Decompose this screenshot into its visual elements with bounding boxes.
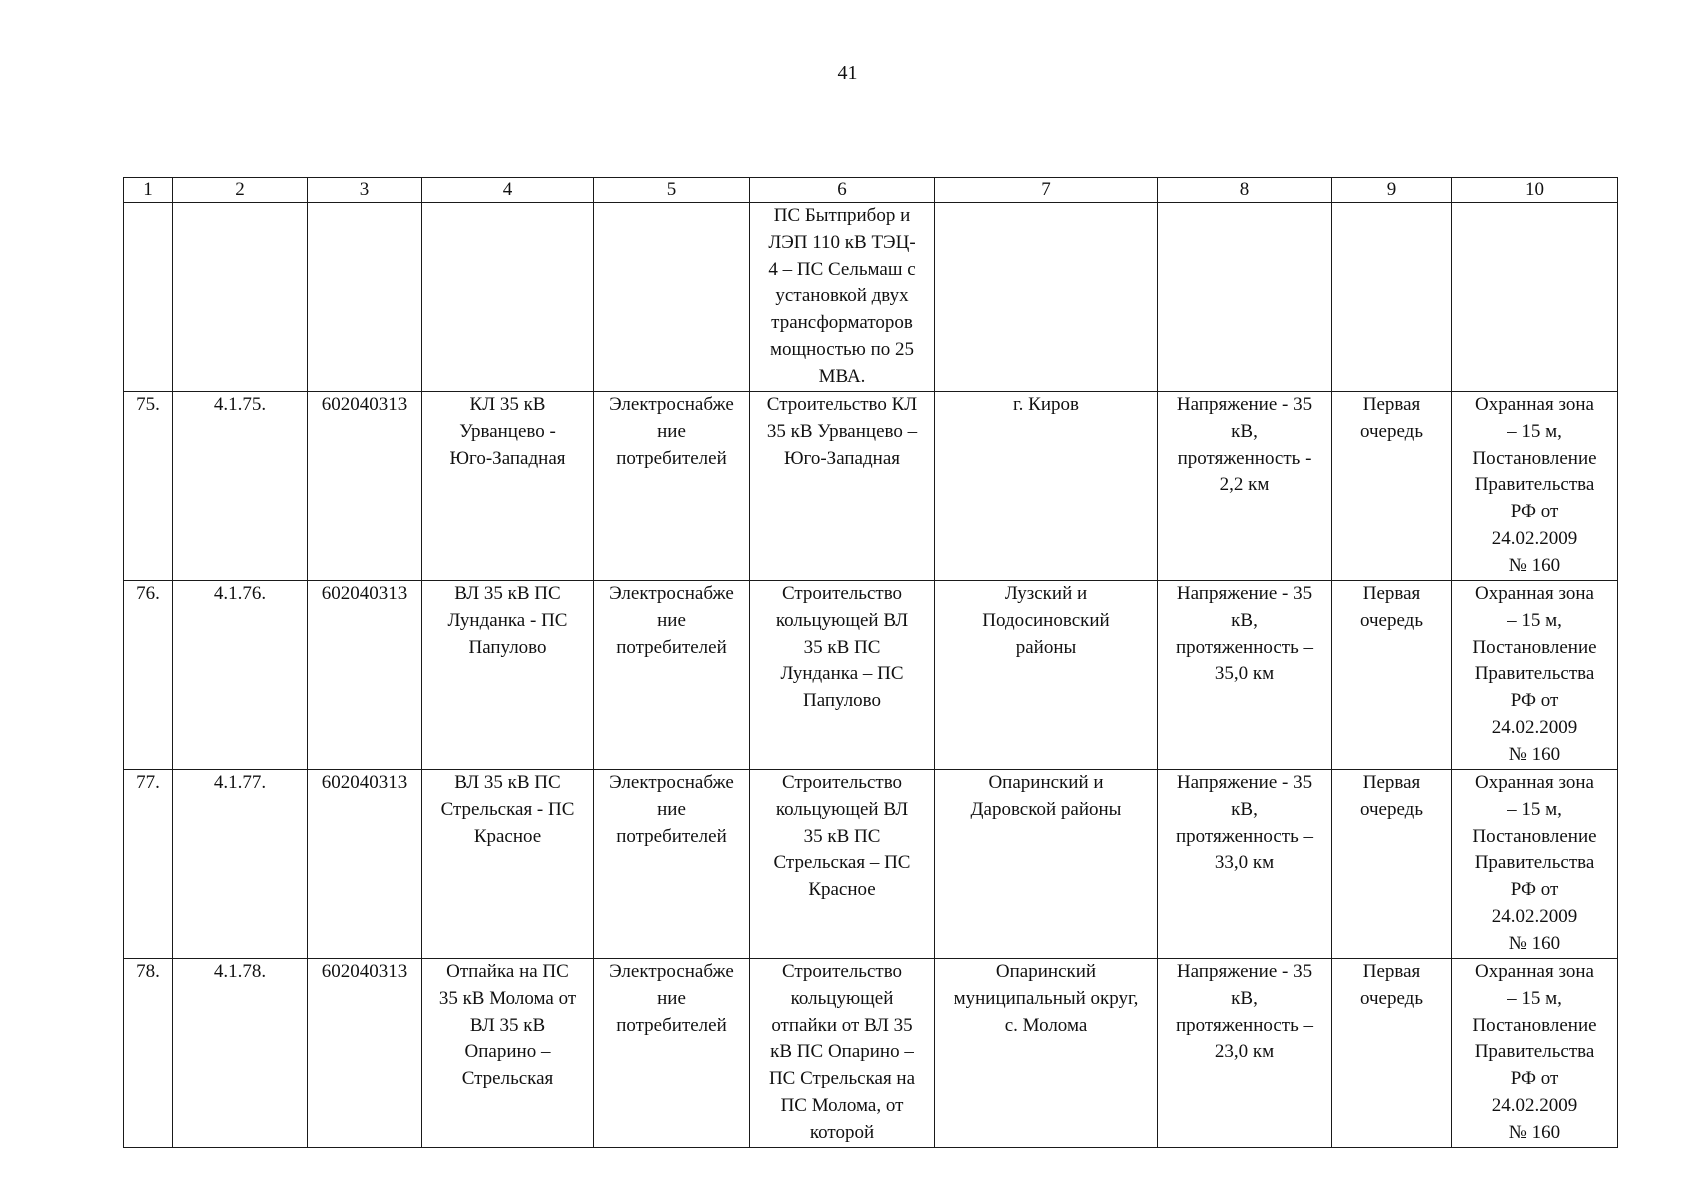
stage-cell: Первая очередь xyxy=(1332,959,1452,1148)
classifier-code-cell: 602040313 xyxy=(308,959,422,1148)
description-cell: Строительство кольцующей ВЛ 35 кВ ПС Лунданка – ПС Папулово xyxy=(750,581,935,770)
column-number-header: 6 xyxy=(750,178,935,203)
description-cell: ПС Бытприбор и ЛЭП 110 кВ ТЭЦ- 4 – ПС Сельмаш с установкой двух трансформаторов мощностью по 25 МВА. xyxy=(750,203,935,392)
empty-cell xyxy=(124,203,173,392)
table-row xyxy=(124,959,1618,1148)
empty-cell xyxy=(422,203,594,392)
empty-cell xyxy=(1158,203,1332,392)
classifier-code-cell: 602040313 xyxy=(308,392,422,581)
empty-cell xyxy=(308,203,422,392)
purpose-cell: Электроснабже ние потребителей xyxy=(594,770,750,959)
zone-cell: Охранная зона – 15 м, Постановление Правительства РФ от 24.02.2009 № 160 xyxy=(1452,392,1618,581)
table-row xyxy=(124,581,1618,770)
column-number-header: 10 xyxy=(1452,178,1618,203)
table-row xyxy=(124,392,1618,581)
code-cell: 4.1.78. xyxy=(173,959,308,1148)
characteristics-cell: Напряжение - 35 кВ, протяженность – 23,0 км xyxy=(1158,959,1332,1148)
column-number-header: 9 xyxy=(1332,178,1452,203)
column-number-header: 5 xyxy=(594,178,750,203)
objects-table xyxy=(123,177,1618,1148)
column-number-header: 3 xyxy=(308,178,422,203)
code-cell: 4.1.75. xyxy=(173,392,308,581)
zone-cell: Охранная зона – 15 м, Постановление Правительства РФ от 24.02.2009 № 160 xyxy=(1452,959,1618,1148)
empty-cell xyxy=(594,203,750,392)
page-number: 41 xyxy=(837,62,858,84)
characteristics-cell: Напряжение - 35 кВ, протяженность – 33,0 км xyxy=(1158,770,1332,959)
description-cell: Строительство кольцующей ВЛ 35 кВ ПС Стрельская – ПС Красное xyxy=(750,770,935,959)
location-cell: Лузский и Подосиновский районы xyxy=(935,581,1158,770)
zone-cell: Охранная зона – 15 м, Постановление Правительства РФ от 24.02.2009 № 160 xyxy=(1452,581,1618,770)
column-number-header: 4 xyxy=(422,178,594,203)
column-number-header: 7 xyxy=(935,178,1158,203)
column-number-header: 8 xyxy=(1158,178,1332,203)
column-number-header: 1 xyxy=(124,178,173,203)
purpose-cell: Электроснабже ние потребителей xyxy=(594,959,750,1148)
description-cell: Строительство кольцующей отпайки от ВЛ 35 кВ ПС Опарино – ПС Стрельская на ПС Молома, от которой xyxy=(750,959,935,1148)
classifier-code-cell: 602040313 xyxy=(308,581,422,770)
purpose-cell: Электроснабже ние потребителей xyxy=(594,581,750,770)
row-number-cell: 76. xyxy=(124,581,173,770)
empty-cell xyxy=(173,203,308,392)
location-cell: Опаринский муниципальный округ, с. Молома xyxy=(935,959,1158,1148)
table-row xyxy=(124,770,1618,959)
stage-cell: Первая очередь xyxy=(1332,392,1452,581)
object-name-cell: Отпайка на ПС 35 кВ Молома от ВЛ 35 кВ Опарино – Стрельская xyxy=(422,959,594,1148)
object-name-cell: КЛ 35 кВ Урванцево - Юго-Западная xyxy=(422,392,594,581)
stage-cell: Первая очередь xyxy=(1332,581,1452,770)
classifier-code-cell: 602040313 xyxy=(308,770,422,959)
row-number-cell: 77. xyxy=(124,770,173,959)
characteristics-cell: Напряжение - 35 кВ, протяженность - 2,2 км xyxy=(1158,392,1332,581)
location-cell: Опаринский и Даровской районы xyxy=(935,770,1158,959)
location-cell: г. Киров xyxy=(935,392,1158,581)
stage-cell: Первая очередь xyxy=(1332,770,1452,959)
column-number-row xyxy=(124,178,1618,203)
continuation-row xyxy=(124,203,1618,392)
purpose-cell: Электроснабже ние потребителей xyxy=(594,392,750,581)
empty-cell xyxy=(935,203,1158,392)
zone-cell: Охранная зона – 15 м, Постановление Правительства РФ от 24.02.2009 № 160 xyxy=(1452,770,1618,959)
description-cell: Строительство КЛ 35 кВ Урванцево – Юго-Западная xyxy=(750,392,935,581)
row-number-cell: 78. xyxy=(124,959,173,1148)
row-number-cell: 75. xyxy=(124,392,173,581)
code-cell: 4.1.76. xyxy=(173,581,308,770)
column-number-header: 2 xyxy=(173,178,308,203)
object-name-cell: ВЛ 35 кВ ПС Стрельская - ПС Красное xyxy=(422,770,594,959)
empty-cell xyxy=(1332,203,1452,392)
object-name-cell: ВЛ 35 кВ ПС Лунданка - ПС Папулово xyxy=(422,581,594,770)
characteristics-cell: Напряжение - 35 кВ, протяженность – 35,0 км xyxy=(1158,581,1332,770)
empty-cell xyxy=(1452,203,1618,392)
code-cell: 4.1.77. xyxy=(173,770,308,959)
